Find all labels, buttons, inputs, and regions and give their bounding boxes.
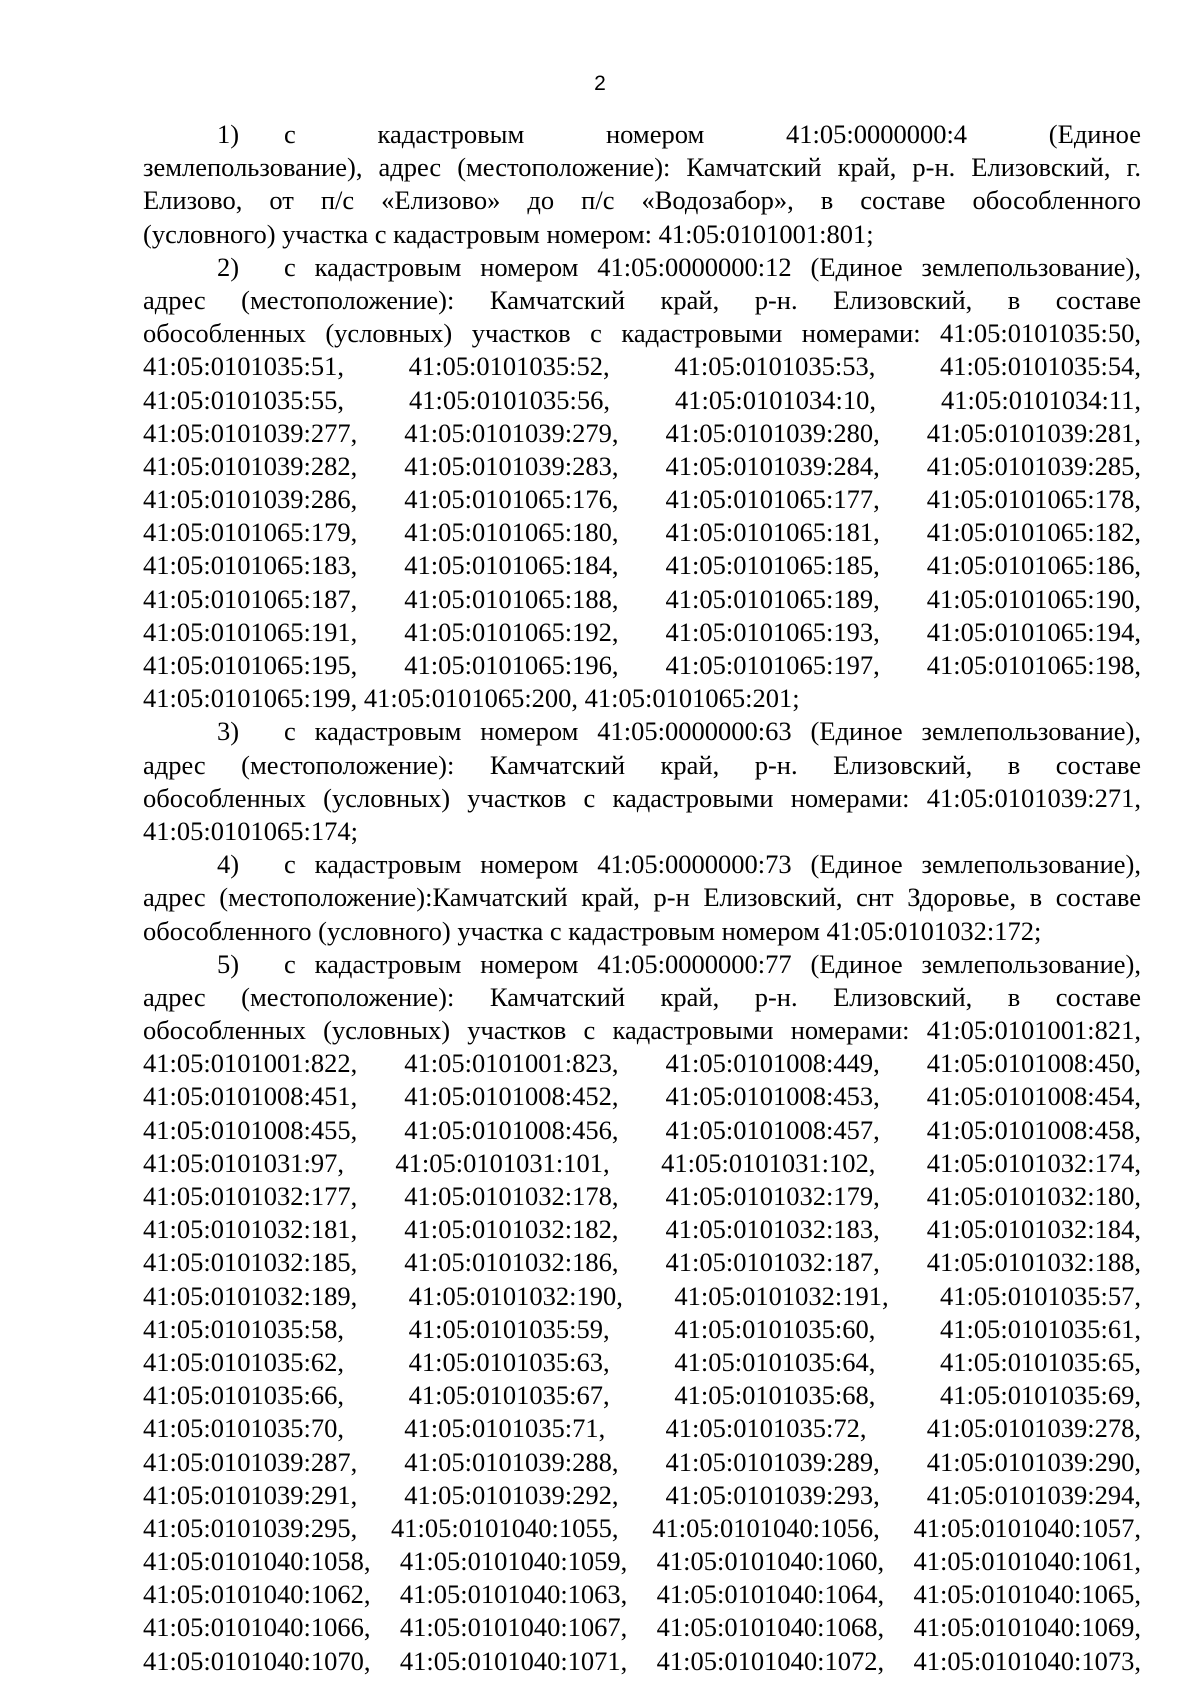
list-item-line: 41:05:0101039:295, 41:05:0101040:1055, 41:05:0101040:1056, 41:05:0101040:1057, (143, 1512, 1141, 1543)
list-item-line: 41:05:0101039:282, 41:05:0101039:283, 41:05:0101039:284, 41:05:0101039:285, (143, 450, 1141, 481)
list-item-line: землепользование), адрес (местоположение): Камчатский край, р-н. Елизовский, г. (143, 152, 1141, 183)
list-item (143, 251, 1141, 716)
list-item-line: 41:05:0101040:1070, 41:05:0101040:1071, 41:05:0101040:1072, 41:05:0101040:1073, (143, 1645, 1141, 1676)
list-item-line: обособленных (условных) участков с кадастровыми номерами: 41:05:0101039:271, (143, 782, 1141, 813)
list-item-line: 41:05:0101032:189, 41:05:0101032:190, 41:05:0101032:191, 41:05:0101035:57, (143, 1280, 1141, 1311)
list-item-line: 41:05:0101039:291, 41:05:0101039:292, 41:05:0101039:293, 41:05:0101039:294, (143, 1479, 1141, 1510)
list-item-line: 41:05:0101039:287, 41:05:0101039:288, 41:05:0101039:289, 41:05:0101039:290, (143, 1446, 1141, 1477)
list-item-first-line (143, 948, 1141, 981)
list-item-text: с кадастровым номером 41:05:0000000:63 (Единое землепользование), (284, 716, 1141, 747)
list-item-line: 41:05:0101065:187, 41:05:0101065:188, 41:05:0101065:189, 41:05:0101065:190, (143, 583, 1141, 614)
page-number: 2 (594, 72, 606, 95)
list-item-line: обособленного (условного) участка с кадастровым номером 41:05:0101032:172; (143, 915, 1042, 946)
list-item-line: 41:05:0101040:1058, 41:05:0101040:1059, 41:05:0101040:1060, 41:05:0101040:1061, (143, 1546, 1141, 1577)
list-item (143, 118, 1141, 251)
list-item-first-line (143, 251, 1141, 284)
list-item-number: 5) (217, 948, 240, 979)
list-item-text: с кадастровым номером 41:05:0000000:73 (Единое землепользование), (284, 849, 1141, 880)
list-item-line: обособленных (условных) участков с кадастровыми номерами: 41:05:0101035:50, (143, 318, 1141, 349)
list-item-text: с кадастровым номером 41:05:0000000:12 (Единое землепользование), (284, 251, 1141, 282)
list-item-line: 41:05:0101040:1062, 41:05:0101040:1063, 41:05:0101040:1064, 41:05:0101040:1065, (143, 1579, 1141, 1610)
list-item-line: 41:05:0101035:62, 41:05:0101035:63, 41:05:0101035:64, 41:05:0101035:65, (143, 1346, 1141, 1377)
list-item-line: 41:05:0101032:177, 41:05:0101032:178, 41:05:0101032:179, 41:05:0101032:180, (143, 1181, 1141, 1211)
list-item-number: 2) (217, 251, 240, 282)
list-item-line: 41:05:0101008:455, 41:05:0101008:456, 41:05:0101008:457, 41:05:0101008:458, (143, 1114, 1141, 1145)
list-item-line: 41:05:0101035:66, 41:05:0101035:67, 41:05:0101035:68, 41:05:0101035:69, (143, 1380, 1141, 1411)
list-item-line: 41:05:0101039:277, 41:05:0101039:279, 41:05:0101039:280, 41:05:0101039:281, (143, 417, 1141, 448)
list-item-line: 41:05:0101035:70, 41:05:0101035:71, 41:05:0101035:72, 41:05:0101039:278, (143, 1413, 1141, 1444)
list-item-line: 41:05:0101039:286, 41:05:0101065:176, 41:05:0101065:177, 41:05:0101065:178, (143, 484, 1141, 515)
list-item (143, 948, 1141, 1678)
list-item-line: 41:05:0101032:181, 41:05:0101032:182, 41:05:0101032:183, 41:05:0101032:184, (143, 1214, 1141, 1245)
list-item-line: 41:05:0101065:183, 41:05:0101065:184, 41:05:0101065:185, 41:05:0101065:186, (143, 550, 1141, 581)
list-item-line: адрес (местоположение):Камчатский край, р-н Елизовский, снт Здоровье, в составе (143, 882, 1141, 913)
list-item-line: 41:05:0101031:97, 41:05:0101031:101, 41:05:0101031:102, 41:05:0101032:174, (143, 1147, 1141, 1178)
list-item-number: 1) (217, 119, 240, 149)
document-body (143, 118, 1141, 1678)
list-item-text: с кадастровым номером 41:05:0000000:4 (Единое (284, 119, 1141, 149)
list-item-line: 41:05:0101040:1066, 41:05:0101040:1067, 41:05:0101040:1068, 41:05:0101040:1069, (143, 1612, 1141, 1643)
list-item-line: адрес (местоположение): Камчатский край, р-н. Елизовский, в составе (143, 284, 1141, 315)
list-item-line: 41:05:0101065:174; (143, 815, 358, 846)
list-item-line: 41:05:0101065:191, 41:05:0101065:192, 41:05:0101065:193, 41:05:0101065:194, (143, 616, 1141, 647)
list-item-line: 41:05:0101035:58, 41:05:0101035:59, 41:05:0101035:60, 41:05:0101035:61, (143, 1313, 1141, 1344)
list-item-line: Елизово, от п/с «Елизово» до п/с «Водозабор», в составе обособленного (143, 185, 1141, 216)
list-item-first-line (143, 848, 1141, 881)
list-item-line: 41:05:0101065:195, 41:05:0101065:196, 41:05:0101065:197, 41:05:0101065:198, (143, 650, 1141, 680)
list-item-line: 41:05:0101065:179, 41:05:0101065:180, 41:05:0101065:181, 41:05:0101065:182, (143, 517, 1141, 548)
list-item-line: обособленных (условных) участков с кадастровыми номерами: 41:05:0101001:821, (143, 1015, 1141, 1046)
list-item (143, 848, 1141, 948)
list-item-line: 41:05:0101008:451, 41:05:0101008:452, 41:05:0101008:453, 41:05:0101008:454, (143, 1081, 1141, 1112)
list-item-first-line (143, 715, 1141, 748)
list-item-line: адрес (местоположение): Камчатский край, р-н. Елизовский, в составе (143, 749, 1141, 780)
list-item-line: (условного) участка с кадастровым номером: 41:05:0101001:801; (143, 218, 874, 249)
list-item-line: 41:05:0101032:185, 41:05:0101032:186, 41:05:0101032:187, 41:05:0101032:188, (143, 1247, 1141, 1278)
list-item-line: адрес (местоположение): Камчатский край, р-н. Елизовский, в составе (143, 981, 1141, 1012)
list-item-line: 41:05:0101035:55, 41:05:0101035:56, 41:05:0101034:10, 41:05:0101034:11, (143, 384, 1141, 415)
list-item-line: 41:05:0101001:822, 41:05:0101001:823, 41:05:0101008:449, 41:05:0101008:450, (143, 1048, 1141, 1079)
list-item-line: 41:05:0101065:199, 41:05:0101065:200, 41:05:0101065:201; (143, 683, 800, 714)
list-item-line: 41:05:0101035:51, 41:05:0101035:52, 41:05:0101035:53, 41:05:0101035:54, (143, 351, 1141, 382)
list-item-text: с кадастровым номером 41:05:0000000:77 (Единое землепользование), (284, 948, 1141, 979)
list-item (143, 715, 1141, 848)
list-item-number: 3) (217, 716, 240, 747)
list-item-number: 4) (217, 849, 240, 880)
list-item-first-line (143, 118, 1141, 151)
